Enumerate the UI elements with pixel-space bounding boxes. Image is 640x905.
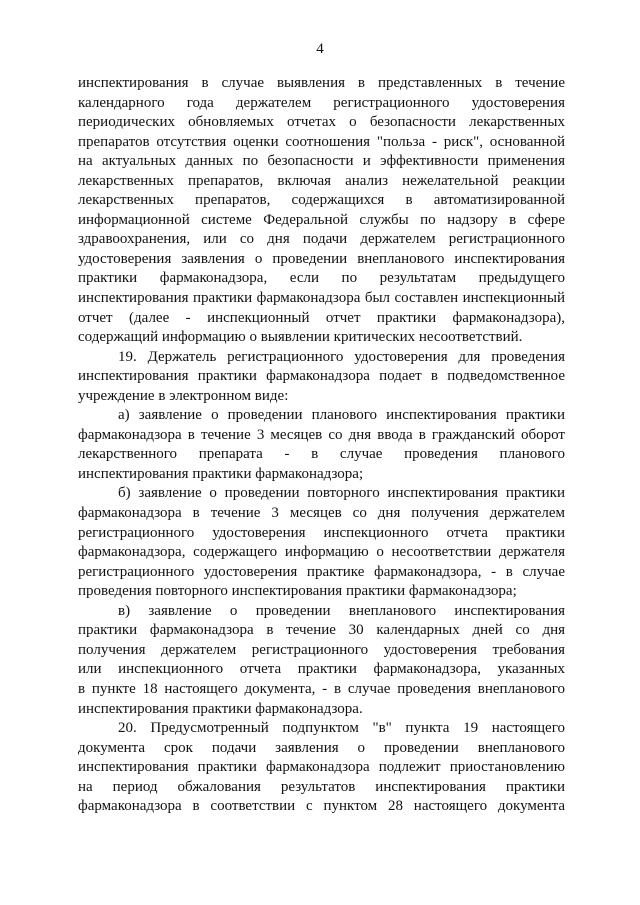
page-number: 4	[316, 41, 324, 57]
text-line: удостоверения заявления о проведении внепланового инспектирования	[78, 250, 565, 267]
text-line: или инспекционного отчета практики фармаконадзора, указанных	[78, 661, 565, 678]
text-line: проведения повторного инспектирования практики фармаконадзора;	[78, 583, 517, 600]
text-line: учреждение в электронном виде:	[78, 387, 289, 404]
text-line: информационной системе Федеральной службы по надзору в сфере	[78, 211, 565, 228]
text-line: фармаконадзора в течение 3 месяцев со дня ввода в гражданский оборот	[78, 426, 565, 443]
text-line: в) заявление о проведении внепланового инспектирования	[118, 602, 565, 619]
text-line: календарного года держателем регистрационного удостоверения	[78, 94, 565, 111]
document-body	[78, 74, 565, 817]
text-line: отчет (далее - инспекционный отчет практики фармаконадзора),	[78, 309, 565, 326]
text-line: регистрационного удостоверения инспекционного отчета практики	[78, 524, 565, 541]
text-line: 19. Держатель регистрационного удостоверения для проведения	[118, 348, 565, 365]
text-line: периодических обновляемых отчетах о безопасности лекарственных	[78, 114, 565, 131]
text-line: практики фармаконадзора, если по результатам предыдущего	[78, 270, 565, 287]
text-line: инспектирования в случае выявления в представленных в течение	[78, 75, 565, 91]
text-line: лекарственных препаратов, содержащихся в автоматизированной	[78, 192, 565, 209]
text-line: фармаконадзора в соответствии с пунктом 28 настоящего документа	[78, 798, 565, 815]
text-line: инспектирования практики фармаконадзора;	[78, 465, 364, 482]
text-line: 20. Предусмотренный подпунктом "в" пункта 19 настоящего	[118, 720, 565, 737]
text-line: получения держателем регистрационного удостоверения требования	[78, 641, 565, 658]
text-line: инспектирования практики фармаконадзора был составлен инспекционный	[78, 290, 565, 307]
text-line: на период обжалования результатов инспектирования практики	[78, 778, 565, 795]
text-line: здравоохранения, или со дня подачи держателем регистрационного	[78, 231, 565, 248]
text-line: инспектирования практики фармаконадзора подает в подведомственное	[78, 368, 565, 385]
text-line: фармаконадзора, содержащего информацию о несоответствии держателя	[78, 544, 565, 561]
text-line: на актуальных данных по безопасности и эффективности применения	[78, 153, 565, 170]
text-line: содержащий информацию о выявлении критических несоответствий.	[78, 329, 523, 346]
text-line: в пункте 18 настоящего документа, - в случае проведения внепланового	[78, 680, 565, 697]
text-line: регистрационного удостоверения практике фармаконадзора, - в случае	[78, 563, 565, 580]
text-line: инспектирования практики фармаконадзора.	[78, 700, 363, 717]
text-line: практики фармаконадзора в течение 30 календарных дней со дня	[78, 622, 565, 639]
text-line: лекарственного препарата - в случае проведения планового	[78, 446, 565, 463]
text-line: документа срок подачи заявления о проведении внепланового	[78, 739, 565, 756]
text-line: а) заявление о проведении планового инспектирования практики	[118, 407, 565, 424]
text-line: инспектирования практики фармаконадзора подлежит приостановлению	[78, 759, 565, 776]
text-line: лекарственных препаратов, включая анализ нежелательной реакции	[78, 172, 565, 189]
text-line: фармаконадзора в течение 3 месяцев со дня получения держателем	[78, 505, 565, 522]
text-line: препаратов отсутствия оценки соотношения "польза - риск", основанной	[78, 133, 565, 150]
text-line: б) заявление о проведении повторного инспектирования практики	[118, 485, 565, 502]
